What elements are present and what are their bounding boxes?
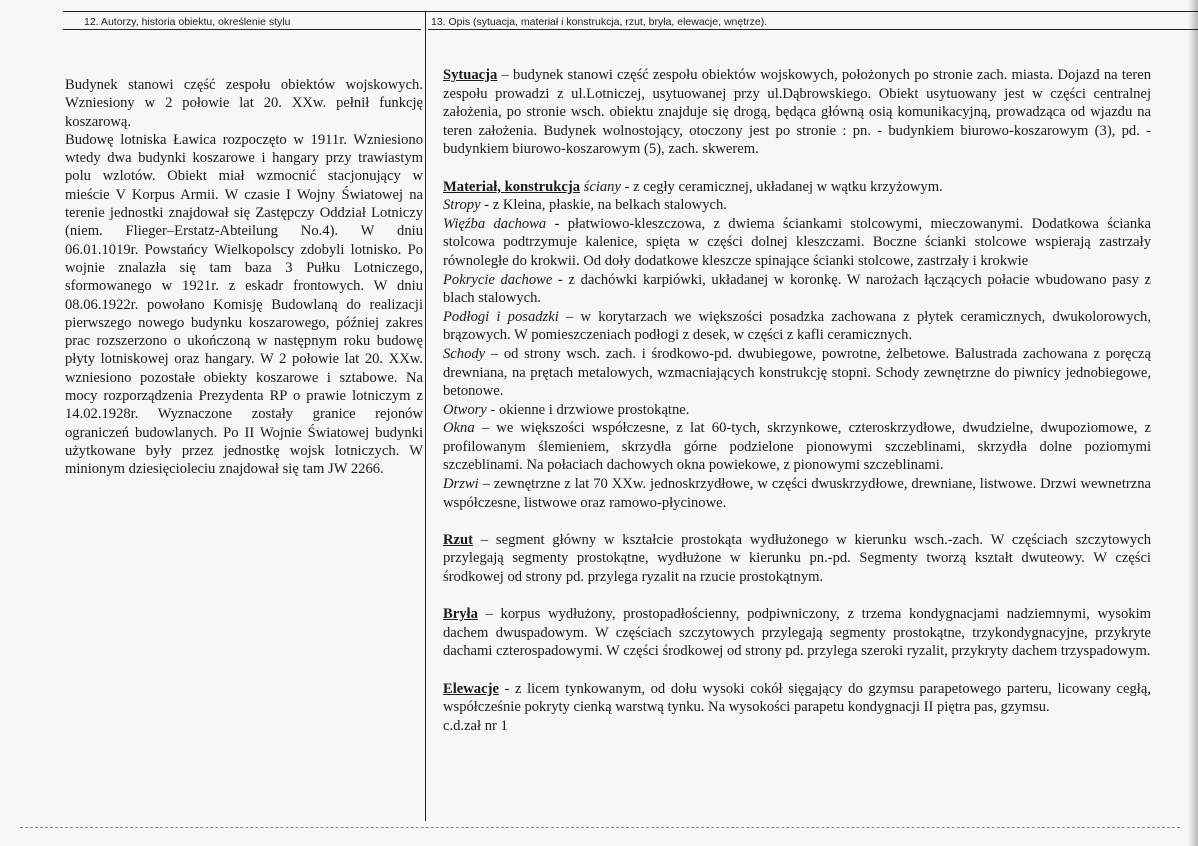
material-item bbox=[443, 196, 1151, 215]
history-paragraph: Budynek stanowi część zespołu obiektów wojskowych. Wzniesiony w 2 połowie lat 20. XXw. pełnił funkcję koszarową. bbox=[65, 77, 423, 130]
material-item bbox=[443, 401, 1151, 420]
material-item-label: Podłogi i posadzki bbox=[443, 308, 559, 325]
rzut-section bbox=[443, 531, 1151, 587]
material-item bbox=[443, 215, 1151, 271]
material-item-text: - z dachówki karpiówki, układanej w koronkę. W narożach łączących połacie wbudowano pasy z blach stalowych. bbox=[443, 271, 1151, 307]
material-item-label: Pokrycie dachowe bbox=[443, 271, 553, 288]
bottom-dashed-line bbox=[20, 827, 1180, 828]
material-item bbox=[443, 308, 1151, 345]
rzut-text: – segment główny w kształcie prostokąta wydłużonego w kierunku wsch.-zach. W częściach szczytowych przylegają segmenty prostokątne, wydłużone w kierunku pn.-pd. Segmenty tworzą kształt dwuteowy. W części środkowej od strony pd. przylega ryzalit na rzucie prostokątnym. bbox=[443, 531, 1151, 586]
elewacje-text: - z licem tynkowanym, od dołu wysoki cokół sięgający do gzymsu parapetowego parteru, licowany cegłą, współcześnie pokryty cienką warstwą tynku. Na wysokości parapetu kondygnacji II piętra pas, gzymsu. bbox=[443, 680, 1151, 716]
material-item bbox=[443, 475, 1151, 512]
sytuacja-section bbox=[443, 66, 1151, 159]
material-item bbox=[443, 419, 1151, 475]
material-item bbox=[443, 178, 1151, 197]
bryla-heading: Bryła bbox=[443, 606, 478, 623]
sytuacja-text: – budynek stanowi część zespołu obiektów wojskowych, położonych po stronie zach. miasta. Dojazd na teren zespołu prowadzi z ul.Lotniczej, usytuowanej przy ul.Dąbrowskiego. Obiekt usytuowany jest w części centralnej założenia, po stronie wsch. obiektu znajduje się drogą, będąca główną osią komunikacyjną, prowadząca od wjazdu na teren założenia. Budynek wolnostojący, otoczony jest po stronie : pn. - budynkiem biurowo-koszarowym (3), pd. - budynkiem biurowo-koszarowym (5), zach. skwerem. bbox=[443, 67, 1151, 158]
history-section bbox=[65, 76, 423, 479]
material-heading: Materiał, konstrukcja bbox=[443, 178, 581, 195]
material-item bbox=[443, 345, 1151, 401]
material-item-label: Więźba dachowa bbox=[443, 215, 547, 232]
material-item-text: – zewnętrzne z lat 70 XXw. jednoskrzydłowe, w części dwuskrzydłowe, drewniane, listwowe. Drzwi wewnetrzna współczesne, listwowe oraz ramowo-płycinowe. bbox=[443, 476, 1151, 511]
top-border-line bbox=[63, 11, 1198, 12]
material-item-label: Schody bbox=[443, 345, 486, 362]
material-item bbox=[443, 271, 1151, 308]
material-item-label: Drzwi bbox=[443, 476, 479, 493]
left-column-header: 12. Autorzy, historia obiektu, określenie stylu bbox=[84, 16, 291, 28]
bryla-text: – korpus wydłużony, prostopadłościenny, podpiwniczony, z trzema kondygnacjami nadziemnymi, wysokim dachem dwuspadowym. W częściach szczytowych przylegają segmenty prostokątne, trzykondygnacyjne, przykryte dachami czterospadowymi. W części środkowej od strony pd. przylega szeroki ryzalit, przykryty dachem trzyspadowym. bbox=[443, 606, 1151, 660]
description-section bbox=[443, 66, 1151, 735]
material-item-label: Otwory bbox=[443, 401, 487, 418]
material-section bbox=[443, 178, 1151, 513]
bryla-section bbox=[443, 605, 1151, 661]
rzut-heading: Rzut bbox=[443, 531, 473, 548]
material-item-text: – w korytarzach we większości posadzka zachowana z płytek ceramicznych, dwukolorowych, brązowych. W pomieszczeniach podłogi z desek, w części z kafli ceramicznych. bbox=[443, 308, 1151, 344]
material-item-text: – od strony wsch. zach. i środkowo-pd. dwubiegowe, powrotne, żelbetowe. Balustrada zachowana z poręczą drewniana, na prętach metalowych, wzmacniających konstrukcję stopni. Schody zewnętrzne do piwnicy jednobiegowe, betonowe. bbox=[443, 345, 1151, 400]
scan-edge-shadow bbox=[1188, 0, 1198, 846]
left-header-underline bbox=[63, 29, 421, 30]
material-item-label: Stropy bbox=[443, 197, 481, 214]
material-item-text: - płatwiowo-kleszczowa, z dwiema ściankami stolcowymi, mieczowanymi. Dodatkowa ścianka stolcowa podtrzymuje kalenice, spięta w części dolnej kleszczami. Boczne ścianki stolcowe wspierają zastrzały równoległe do krokwii. Od doły dodatkowe kleszcze spinające ścianki stolcowe, zastrzały i krokwie bbox=[443, 215, 1151, 269]
sytuacja-heading: Sytuacja bbox=[443, 67, 498, 83]
right-column-header: 13. Opis (sytuacja, materiał i konstrukcja, rzut, bryła, elewacje, wnętrze). bbox=[431, 16, 768, 28]
material-item-label: Okna bbox=[443, 420, 475, 437]
material-item-text: - z Kleina, płaskie, na belkach stalowych. bbox=[480, 197, 727, 214]
history-paragraph: Budowę lotniska Ławica rozpoczęto w 1911r. Wzniesiono wtedy dwa budynki koszarowe i hangary przy trawiastym polu wzlotów. Obiekt miał wzmocnić stacjonujący w mieście V Korpus Armii. W czasie I Wojny Światowej na terenie jednostki znajdował się Zastępczy Oddział Lotniczy (niem. Flieger–Erstatz-Abteilung No.4). W dniu 06.01.1019r. Powstańcy Wielkopolscy zdobyli lotnisko. Po wojnie znalazła się tam baza 3 Pułku Lotniczego, sformowanego w 1921r. z eskadr frontowych. W dniu 08.06.1922r. powołano Komisję Budowlaną do realizacji pierwszego nowego budynku koszarowego, później zakres prac rozszerzono o ukończoną w następnym roku budowę płyty lotniskowej oraz hangary. W 2 połowie lat 20. XXw. wzniesiono pozostałe obiekty koszarowe i sztabowe. Na mocy rozporządzenia Prezydenta RP o prawie lotniczym z 14.02.1928r. Wyznaczone zostały granice rejonów ograniczeń budowlanych. Po II Wojnie Światowej budynki użytkowane były przez jednostkę wojsk lotniczych. W minionym dziesięcioleciu znajdował się tam JW 2266. bbox=[65, 131, 423, 478]
elewacje-section bbox=[443, 680, 1151, 736]
elewacje-heading: Elewacje bbox=[443, 680, 499, 697]
material-item-text: - z cegły ceramicznej, układanej w wątku krzyżowym. bbox=[620, 178, 943, 195]
material-item-text: - okienne i drzwiowe prostokątne. bbox=[486, 401, 690, 418]
continuation-note: c.d.zał nr 1 bbox=[443, 717, 508, 734]
material-item-text: – we większości współczesne, z lat 60-tych, skrzynkowe, czteroskrzydłowe, dwudzielne, dwupoziomowe, z profilowanym ślemieniem, skrzydła górne podzielone pionowymi szczeblinami, skrzydła dolne poziomymi szczeblinami. Na połaciach dachowych okna powiekowe, z pionowymi szczeblinami. bbox=[443, 420, 1151, 474]
column-divider bbox=[425, 11, 426, 821]
material-item-label: ściany bbox=[583, 178, 621, 195]
right-header-underline bbox=[428, 29, 1198, 30]
